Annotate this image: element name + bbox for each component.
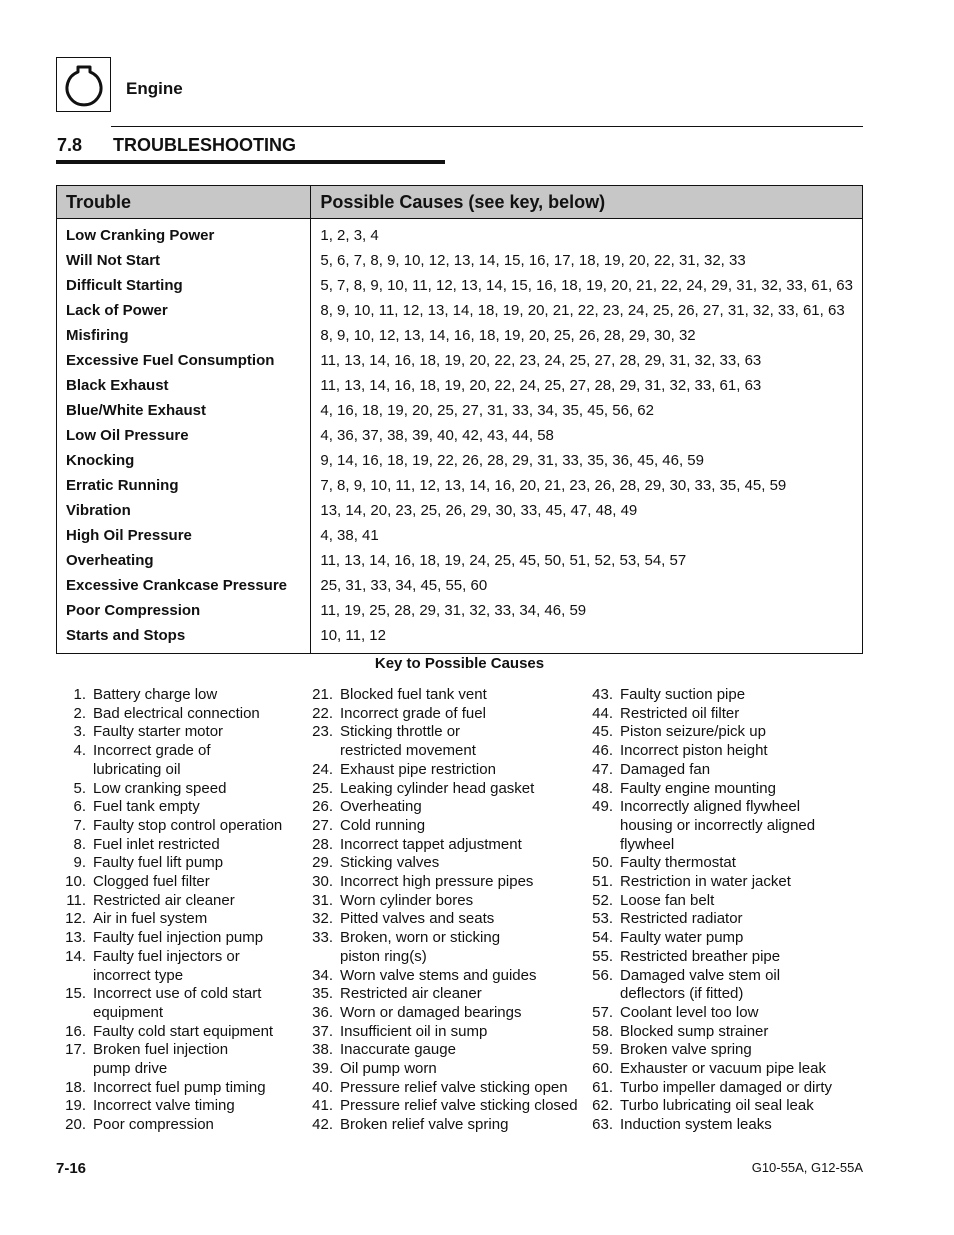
causes-cell: 25, 31, 33, 34, 45, 55, 60 — [320, 577, 488, 594]
key-list-item — [306, 761, 591, 780]
key-list-item — [306, 1097, 591, 1116]
key-item-number: 56. — [592, 966, 613, 984]
key-item-number: 59. — [592, 1041, 613, 1059]
key-list-item — [56, 1097, 306, 1116]
key-list-item — [306, 873, 591, 892]
causes-cell: 11, 13, 14, 16, 18, 19, 20, 22, 24, 25, 27, 28, 29, 31, 32, 33, 61, 63 — [320, 377, 762, 394]
causes-cell: 4, 16, 18, 19, 20, 25, 27, 31, 33, 34, 35, 45, 56, 62 — [320, 402, 654, 419]
causes-cell: 11, 13, 14, 16, 18, 19, 24, 25, 45, 50, 51, 52, 53, 54, 57 — [320, 552, 687, 569]
key-item-number: 40. — [312, 1078, 333, 1096]
key-item-text: Induction system leaks — [620, 1116, 772, 1134]
key-list-item — [306, 910, 591, 929]
key-item-text: Incorrect grade of fuel — [340, 704, 486, 722]
key-item-text: Low cranking speed — [93, 779, 227, 797]
key-item-number: 54. — [592, 929, 613, 947]
key-item-text: Overheating — [340, 798, 422, 816]
trouble-cell: Erratic Running — [57, 473, 311, 498]
key-item-number: 8. — [73, 835, 86, 853]
key-list-item — [56, 798, 306, 817]
key-item-number: 28. — [312, 835, 333, 853]
key-item-text: Incorrectly aligned flywheel housing or incorrectly aligned flywheel — [620, 798, 816, 853]
key-list-item — [586, 723, 866, 742]
causes-cell: 8, 9, 10, 12, 13, 14, 16, 18, 19, 20, 25, 26, 28, 29, 30, 32 — [320, 327, 696, 344]
key-item-number: 35. — [312, 985, 333, 1003]
causes-cell: 5, 7, 8, 9, 10, 11, 12, 13, 14, 15, 16, 18, 19, 20, 21, 22, 24, 29, 31, 32, 33, 61, 63 — [320, 277, 853, 294]
key-item-text: Broken valve spring — [620, 1041, 752, 1059]
key-item-number: 17. — [65, 1041, 86, 1059]
key-list-item — [306, 798, 591, 817]
key-item-number: 58. — [592, 1022, 613, 1040]
trouble-cell: Starts and Stops — [57, 623, 311, 654]
key-list-item — [586, 892, 866, 911]
key-item-text: Insufficient oil in sump — [340, 1022, 488, 1040]
table-row — [57, 298, 863, 323]
section-title: TROUBLESHOOTING — [113, 135, 296, 155]
causes-cell: 8, 9, 10, 11, 12, 13, 14, 18, 19, 20, 21, 22, 23, 24, 25, 26, 27, 31, 32, 33, 61, 63 — [320, 302, 845, 319]
key-item-text: Restricted air cleaner — [340, 985, 482, 1003]
key-item-number: 27. — [312, 816, 333, 834]
key-item-text: Bad electrical connection — [93, 704, 260, 722]
key-item-number: 49. — [592, 798, 613, 816]
key-list-item — [586, 1023, 866, 1042]
key-item-text: Restriction in water jacket — [620, 873, 791, 891]
key-item-text: Fuel inlet restricted — [93, 835, 220, 853]
trouble-cell: High Oil Pressure — [57, 523, 311, 548]
key-list-item — [56, 780, 306, 799]
key-list-item — [306, 854, 591, 873]
key-column-2 — [306, 686, 591, 1135]
key-item-number: 16. — [65, 1022, 86, 1040]
trouble-cell: Poor Compression — [57, 598, 311, 623]
key-list-item — [586, 948, 866, 967]
key-item-text: Pressure relief valve sticking open — [340, 1078, 568, 1096]
table-row — [57, 273, 863, 298]
key-item-number: 38. — [312, 1041, 333, 1059]
key-item-text: Sticking valves — [340, 854, 440, 872]
key-list-item — [306, 836, 591, 855]
key-item-text: Faulty fuel lift pump — [93, 854, 224, 872]
key-item-text: Faulty fuel injectors or incorrect type — [93, 947, 240, 984]
key-item-number: 24. — [312, 760, 333, 778]
key-list-item — [56, 723, 306, 742]
key-list-item — [56, 1041, 306, 1078]
key-item-number: 23. — [312, 723, 333, 741]
key-list-item — [56, 1023, 306, 1042]
key-item-text: Faulty stop control operation — [93, 816, 283, 834]
heading-underline — [56, 160, 445, 164]
key-item-text: Faulty thermostat — [620, 854, 736, 872]
key-item-number: 25. — [312, 779, 333, 797]
key-list-item — [56, 873, 306, 892]
key-list-item — [56, 1116, 306, 1135]
key-item-text: Turbo impeller damaged or dirty — [620, 1078, 833, 1096]
key-list-item — [586, 1041, 866, 1060]
key-column-1 — [56, 686, 306, 1135]
key-list-item — [586, 761, 866, 780]
key-item-text: Poor compression — [93, 1116, 214, 1134]
key-list-item — [586, 1079, 866, 1098]
key-item-number: 63. — [592, 1116, 613, 1134]
key-list-item — [306, 967, 591, 986]
key-item-text: Leaking cylinder head gasket — [340, 779, 535, 797]
key-item-text: Faulty suction pipe — [620, 686, 746, 703]
key-item-number: 14. — [65, 947, 86, 965]
key-list-item — [586, 1097, 866, 1116]
key-item-text: Incorrect high pressure pipes — [340, 873, 534, 891]
key-list-item — [56, 742, 306, 779]
key-item-number: 46. — [592, 742, 613, 760]
key-item-number: 60. — [592, 1060, 613, 1078]
key-list-item — [306, 1023, 591, 1042]
key-list-item — [56, 836, 306, 855]
key-item-text: Exhaust pipe restriction — [340, 760, 496, 778]
key-item-number: 15. — [65, 985, 86, 1003]
key-item-text: Incorrect use of cold start equipment — [93, 985, 262, 1021]
table-row — [57, 473, 863, 498]
key-item-number: 62. — [592, 1097, 613, 1115]
key-list-item — [586, 873, 866, 892]
table-row — [57, 248, 863, 273]
key-item-number: 51. — [592, 873, 613, 891]
key-item-number: 37. — [312, 1022, 333, 1040]
key-item-text: Incorrect grade of lubricating oil — [93, 742, 211, 778]
key-item-text: Incorrect piston height — [620, 742, 768, 760]
key-item-number: 22. — [312, 704, 333, 722]
key-item-text: Fuel tank empty — [93, 798, 200, 816]
trouble-cell: Difficult Starting — [57, 273, 311, 298]
engine-icon — [61, 63, 107, 107]
key-item-text: Faulty engine mounting — [620, 779, 776, 797]
key-item-text: Restricted oil filter — [620, 704, 740, 722]
page-number: 7-16 — [56, 1160, 87, 1177]
key-item-number: 50. — [592, 854, 613, 872]
table-header-row — [57, 186, 863, 219]
key-item-text: Piston seizure/pick up — [620, 723, 766, 741]
table-row — [57, 373, 863, 398]
key-item-number: 4. — [73, 742, 86, 760]
key-item-number: 1. — [73, 686, 86, 703]
key-item-number: 48. — [592, 779, 613, 797]
column-header-trouble: Trouble — [57, 186, 311, 219]
causes-cell: 4, 38, 41 — [320, 527, 379, 544]
key-item-number: 61. — [592, 1078, 613, 1096]
table-row — [57, 448, 863, 473]
key-item-number: 21. — [312, 686, 333, 703]
key-item-number: 57. — [592, 1003, 613, 1021]
key-item-text: Faulty cold start equipment — [93, 1022, 274, 1040]
causes-cell: 13, 14, 20, 23, 25, 26, 29, 30, 33, 45, 47, 48, 49 — [320, 502, 638, 519]
key-item-number: 41. — [312, 1097, 333, 1115]
key-item-text: Cold running — [340, 816, 426, 834]
key-list-item — [306, 929, 591, 966]
troubleshooting-table — [56, 185, 863, 654]
key-item-text: Oil pump worn — [340, 1060, 437, 1078]
key-list-item — [306, 780, 591, 799]
trouble-cell: Low Cranking Power — [57, 219, 311, 249]
key-item-text: Incorrect fuel pump timing — [93, 1078, 266, 1096]
key-list-item — [306, 1041, 591, 1060]
key-item-text: Coolant level too low — [620, 1003, 759, 1021]
key-list-item — [586, 1060, 866, 1079]
key-item-number: 12. — [65, 910, 86, 928]
key-item-text: Worn or damaged bearings — [340, 1003, 522, 1021]
table-row — [57, 498, 863, 523]
key-list-item — [306, 817, 591, 836]
trouble-cell: Will Not Start — [57, 248, 311, 273]
key-title: Key to Possible Causes — [374, 655, 545, 672]
causes-cell: 1, 2, 3, 4 — [320, 227, 379, 244]
key-item-number: 9. — [73, 854, 86, 872]
key-list-item — [306, 1079, 591, 1098]
column-header-causes: Possible Causes (see key, below) — [311, 186, 863, 219]
key-list-item — [586, 742, 866, 761]
key-list-item — [586, 686, 866, 705]
trouble-cell: Overheating — [57, 548, 311, 573]
key-list-item — [586, 705, 866, 724]
table-row — [57, 348, 863, 373]
key-list-item — [56, 705, 306, 724]
causes-cell: 4, 36, 37, 38, 39, 40, 42, 43, 44, 58 — [320, 427, 554, 444]
key-list-item — [56, 817, 306, 836]
key-item-number: 45. — [592, 723, 613, 741]
key-item-text: Worn cylinder bores — [340, 891, 474, 909]
key-item-text: Clogged fuel filter — [93, 873, 210, 891]
engine-section-badge — [56, 57, 111, 112]
key-item-text: Turbo lubricating oil seal leak — [620, 1097, 814, 1115]
key-column-3 — [586, 686, 866, 1135]
header-divider — [111, 126, 863, 127]
causes-cell: 7, 8, 9, 10, 11, 12, 13, 14, 16, 20, 21, 23, 26, 28, 29, 30, 33, 35, 45, 59 — [320, 477, 787, 494]
key-list-item — [586, 929, 866, 948]
key-item-number: 7. — [73, 816, 86, 834]
key-item-number: 18. — [65, 1078, 86, 1096]
key-item-number: 52. — [592, 891, 613, 909]
key-list-item — [586, 910, 866, 929]
causes-cell: 11, 13, 14, 16, 18, 19, 20, 22, 23, 24, 25, 27, 28, 29, 31, 32, 33, 63 — [320, 352, 762, 369]
table-row — [57, 423, 863, 448]
key-list-item — [56, 892, 306, 911]
section-number: 7.8 — [57, 135, 83, 155]
key-item-number: 43. — [592, 686, 613, 703]
key-item-text: Restricted radiator — [620, 910, 743, 928]
key-item-text: Restricted breather pipe — [620, 947, 781, 965]
table-row — [57, 548, 863, 573]
key-item-text: Faulty water pump — [620, 929, 744, 947]
key-item-text: Broken, worn or sticking piston ring(s) — [340, 929, 501, 965]
key-list-item — [586, 967, 866, 1004]
causes-cell: 9, 14, 16, 18, 19, 22, 26, 28, 29, 31, 33, 35, 36, 45, 46, 59 — [320, 452, 704, 469]
key-list-item — [56, 910, 306, 929]
table-row — [57, 573, 863, 598]
key-item-number: 33. — [312, 929, 333, 947]
trouble-cell: Excessive Fuel Consumption — [57, 348, 311, 373]
key-item-number: 31. — [312, 891, 333, 909]
key-item-number: 32. — [312, 910, 333, 928]
key-list-item — [586, 780, 866, 799]
key-item-text: Battery charge low — [93, 686, 218, 703]
key-list-item — [306, 1060, 591, 1079]
key-list-item — [306, 892, 591, 911]
key-item-number: 47. — [592, 760, 613, 778]
model-number: G10-55A, G12-55A — [751, 1160, 863, 1175]
key-item-number: 10. — [65, 873, 86, 891]
key-item-number: 29. — [312, 854, 333, 872]
key-list-item — [586, 1004, 866, 1023]
key-list-item — [56, 929, 306, 948]
key-item-text: Air in fuel system — [93, 910, 208, 928]
key-item-text: Blocked sump strainer — [620, 1022, 769, 1040]
key-item-text: Broken relief valve spring — [340, 1116, 509, 1134]
key-list-item — [586, 1116, 866, 1135]
table-row — [57, 323, 863, 348]
key-list-item — [306, 705, 591, 724]
key-item-number: 36. — [312, 1003, 333, 1021]
causes-cell: 5, 6, 7, 8, 9, 10, 12, 13, 14, 15, 16, 17, 18, 19, 20, 22, 31, 32, 33 — [320, 252, 746, 269]
key-item-text: Restricted air cleaner — [93, 891, 235, 909]
key-item-number: 5. — [73, 779, 86, 797]
key-list-item — [306, 985, 591, 1004]
key-item-text: Damaged fan — [620, 760, 711, 778]
trouble-cell: Blue/White Exhaust — [57, 398, 311, 423]
key-list-item — [56, 1079, 306, 1098]
key-item-text: Blocked fuel tank vent — [340, 686, 487, 703]
key-item-number: 30. — [312, 873, 333, 891]
key-item-text: Incorrect tappet adjustment — [340, 835, 522, 853]
key-item-number: 55. — [592, 947, 613, 965]
key-item-text: Broken fuel injection pump drive — [93, 1041, 229, 1078]
trouble-cell: Knocking — [57, 448, 311, 473]
key-item-number: 11. — [66, 891, 86, 909]
table-row — [57, 598, 863, 623]
key-item-text: Faulty starter motor — [93, 723, 224, 741]
key-list-item — [56, 985, 306, 1022]
key-item-text: Pitted valves and seats — [340, 910, 495, 928]
key-item-text: Incorrect valve timing — [93, 1097, 235, 1115]
trouble-cell: Misfiring — [57, 323, 311, 348]
key-list-item — [306, 686, 591, 705]
key-list-item — [306, 1004, 591, 1023]
key-list-item — [56, 686, 306, 705]
key-item-text: Inaccurate gauge — [340, 1041, 456, 1059]
key-item-number: 39. — [312, 1060, 333, 1078]
key-item-number: 26. — [312, 798, 333, 816]
key-list-item — [586, 798, 866, 854]
key-item-number: 53. — [592, 910, 613, 928]
key-item-text: Exhauster or vacuum pipe leak — [620, 1060, 826, 1078]
trouble-cell: Black Exhaust — [57, 373, 311, 398]
key-item-number: 3. — [73, 723, 86, 741]
key-item-number: 20. — [65, 1116, 86, 1134]
causes-cell: 11, 19, 25, 28, 29, 31, 32, 33, 34, 46, 59 — [320, 602, 587, 619]
key-item-number: 42. — [312, 1116, 333, 1134]
key-item-number: 6. — [73, 798, 86, 816]
key-item-number: 19. — [65, 1097, 86, 1115]
key-list-item — [56, 948, 306, 985]
key-item-text: Worn valve stems and guides — [340, 966, 537, 984]
table-row — [57, 623, 863, 654]
trouble-cell: Lack of Power — [57, 298, 311, 323]
key-item-text: Pressure relief valve sticking closed — [340, 1097, 578, 1115]
table-row — [57, 523, 863, 548]
trouble-cell: Low Oil Pressure — [57, 423, 311, 448]
table-row — [57, 219, 863, 249]
key-list-item — [306, 1116, 591, 1135]
key-list-item — [586, 854, 866, 873]
section-name: Engine — [126, 79, 183, 98]
key-item-text: Damaged valve stem oil deflectors (if fitted) — [620, 966, 781, 1003]
key-item-text: Sticking throttle or restricted movement — [340, 723, 476, 760]
key-item-number: 44. — [592, 704, 613, 722]
key-list-item — [306, 723, 591, 760]
key-item-text: Loose fan belt — [620, 891, 715, 909]
table-row — [57, 398, 863, 423]
causes-cell: 10, 11, 12 — [320, 627, 386, 644]
key-item-number: 13. — [65, 929, 86, 947]
trouble-cell: Excessive Crankcase Pressure — [57, 573, 311, 598]
key-item-number: 2. — [73, 704, 86, 722]
key-item-text: Faulty fuel injection pump — [93, 929, 264, 947]
key-list-item — [56, 854, 306, 873]
trouble-cell: Vibration — [57, 498, 311, 523]
key-item-number: 34. — [312, 966, 333, 984]
